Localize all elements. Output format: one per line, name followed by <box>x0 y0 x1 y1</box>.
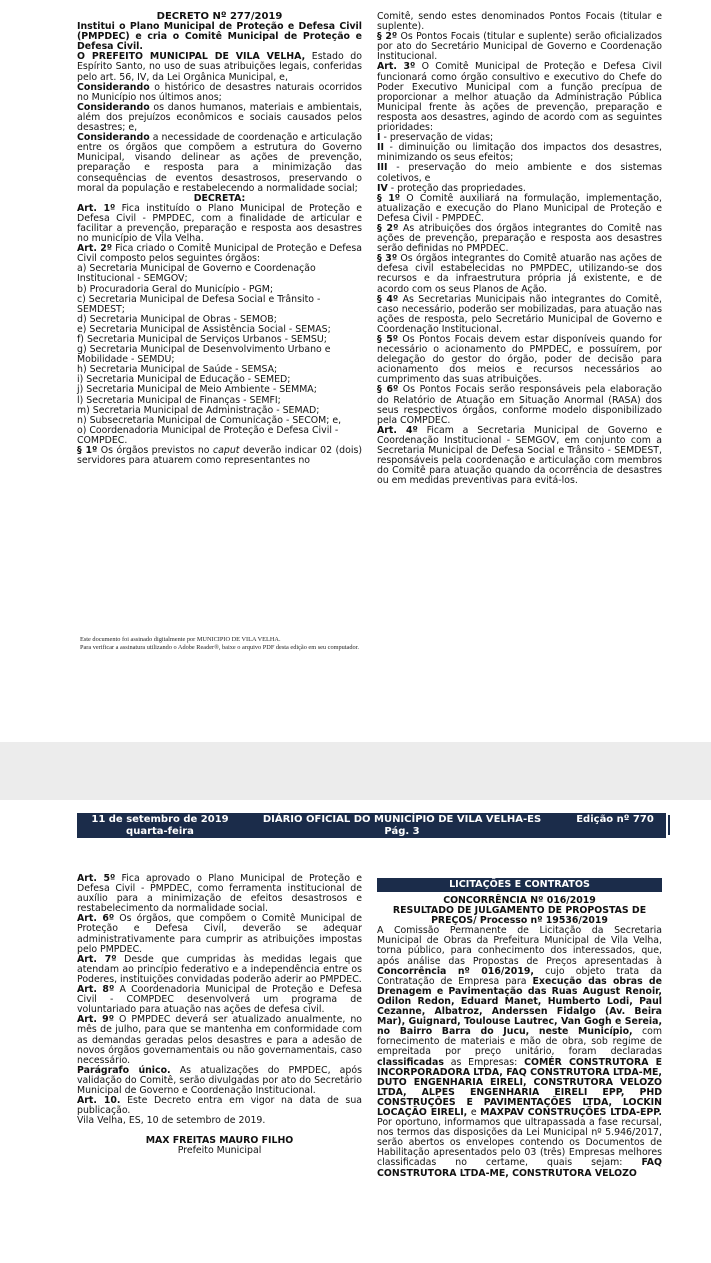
orgao-item: h) Secretaria Municipal de Saúde - SEMSA; <box>77 364 278 376</box>
orgao-item: o) Coordenadoria Municipal de Proteção e Defesa Civil - COMPDEC. <box>77 424 339 446</box>
decree-ementa: Institui o Plano Municipal de Proteção e Defesa Civil (PMPDEC) e cria o Comitê Municipal de Proteção e Defesa Civil. <box>77 21 362 53</box>
orgao-item: a) Secretaria Municipal de Governo e Coordenação Institucional - SEMGOV; <box>77 263 316 285</box>
decree-title: DECRETO Nº 277/2019 <box>156 11 283 22</box>
art3-paragraph-6: § 6º Os Pontos Focais serão responsáveis pela elaboração do Relatório de Atuação em Situação Anormal (RASA) dos seus respectivos órgãos, conforme modelo disponibilizado pela COMPDEC. <box>377 384 663 426</box>
orgao-item: j) Secretaria Municipal de Meio Ambiente - SEMMA; <box>77 384 317 396</box>
considerando-1: Considerando o histórico de desastres naturais ocorridos no Município nos últimos anos; <box>77 81 362 103</box>
orgaos-list <box>77 264 362 446</box>
orgao-item: b) Procuradoria Geral do Município - PGM; <box>77 283 274 295</box>
signer-name: MAX FREITAS MAURO FILHO <box>145 1135 294 1147</box>
decree-intro: O PREFEITO MUNICIPAL DE VILA VELHA, Estado do Espírito Santo, no uso de suas atribuições legais, conferidas pelo art. 56, IV, da Lei Orgânica Municipal, e, <box>77 51 362 83</box>
orgao-item: d) Secretaria Municipal de Obras - SEMOB; <box>77 313 277 325</box>
section-bar-licitacoes: LICITAÇÕES E CONTRATOS <box>377 878 662 892</box>
priority-2: II - diminuição ou limitação dos impactos dos desastres, minimizando os seus efeitos; <box>377 142 662 164</box>
header-date-block: 11 de setembro de 2019 quarta-feira <box>91 814 229 837</box>
orgao-item: i) Secretaria Municipal de Educação - SEMED; <box>77 374 291 386</box>
orgao-item: f) Secretaria Municipal de Serviços Urbanos - SEMSU; <box>77 334 327 345</box>
article-1: Art. 1º Fica instituído o Plano Municipal de Proteção e Defesa Civil - PMPDEC, com a finalidade de articular e facilitar a prevenção, preparação e resposta aos desastres no município de Vila Velha. <box>77 202 362 245</box>
signer-role: Prefeito Municipal <box>177 1145 262 1157</box>
paragraph-1: § 1º Os órgãos previstos no caput deverão indicar 02 (dois) servidores para atuarem como representantes no <box>77 445 362 467</box>
article-4: Art. 4º Ficam a Secretaria Municipal de Governo e Coordenação Institucional - SEMGOV, em conjunto com a Secretaria Municipal de Defesa Social e Trânsito - SEMDEST, responsáveis pela coordenação e articulação com membros do Comitê para atuação quando da ocorrência de desastres ou em medidas preventivas para evitá-los. <box>377 424 663 487</box>
sole-paragraph: Parágrafo único. As atualizações do PMPDEC, após validação do Comitê, serão divulgadas por ato do Secretário Municipal de Governo e Coordenação Institucional. <box>77 1064 362 1096</box>
art3-paragraph-1: § 1º O Comitê auxiliará na formulação, implementação, atualização e execução do Plano Municipal de Proteção e Defesa Civil - PMPDEC. <box>377 192 662 224</box>
art3-paragraph-5: § 5º Os Pontos Focais devem estar disponíveis quando for necessário o acionamento do PMPDEC, e possuírem, por delegação do gestor do órgão, poder de decisão para acionamento dos meios e recursos necessários ao cumprimento das suas atribuições. <box>377 334 662 386</box>
orgao-item: m) Secretaria Municipal de Administração - SEMAD; <box>77 404 320 416</box>
resultado-title: RESULTADO DE JULGAMENTO DE PROPOSTAS DE PREÇOS/ Processo nº 19536/2019 <box>392 905 647 927</box>
art3-paragraph-4: § 4º As Secretarias Municipais não integrantes do Comitê, caso necessário, poderão ser mobilizadas, para atuação nas ações de resposta, pelo Secretário Municipal de Governo e Coordenação Institucional. <box>377 293 662 335</box>
page1-left-column <box>77 12 362 466</box>
article-10: Art. 10. Este Decreto entra em vigor na data de sua publicação. <box>77 1095 363 1117</box>
page2-right-column <box>377 878 662 1179</box>
article-3: Art. 3º O Comitê Municipal de Proteção e Defesa Civil funcionará como órgão consultivo e executivo do Chefe do Poder Executivo Municipal com a função precípua de proporcionar a melhor atuação da Administração Pública Municipal frente às ações de prevenção, preparação e resposta aos desastres, agindo de acordo com as seguintes prioridades: <box>377 61 662 134</box>
art3-paragraph-2: § 2º As atribuições dos órgãos integrantes do Comitê nas ações de prevenção, preparação e resposta aos desastres serão definidas no PMPDEC. <box>377 222 662 255</box>
orgao-item: e) Secretaria Municipal de Assistência Social - SEMAS; <box>77 323 331 335</box>
considerando-3: Considerando a necessidade de coordenação e articulação entre os órgãos que compõem a estrutura do Governo Municipal, visando delinear as ações de prevenção, preparação e resposta para a minimização das consequências de eventos desastrosos, preservando o moral da população e restabelecendo a normalidade social; <box>77 132 362 194</box>
continuation-text: Comitê, sendo estes denominados Pontos Focais (titular e suplente). <box>377 11 662 33</box>
header-edge-mark <box>668 815 670 835</box>
orgao-item: l) Secretaria Municipal de Finanças - SEMFI; <box>77 394 281 406</box>
art3-paragraph-3: § 3º Os órgãos integrantes do Comitê atuarão nas ações de defesa civil estabelecidas no PMPDEC, utilizando-se dos recursos e da infraestrutura própria já existente, e de acordo com os seus Planos de Ação. <box>377 253 662 295</box>
page1-right-column <box>377 12 662 486</box>
priority-3: III - preservação do meio ambiente e dos sistemas coletivos, e <box>377 162 662 184</box>
licitacao-body: A Comissão Permanente de Licitação da Secretaria Municipal de Obras da Prefeitura Municipal de Vila Velha, torna público, para conhecimento dos interessados, que, após análise das Propostas de Preços apresentadas à Concorrência nº 016/2019, cujo objeto trata da Contratação de Empresa para Execução das obras de Drenagem e Pavimentação das Ruas August Renoir, Odilon Redon, Eduard Manet, Humberto Lodi, Paul Cezanne, Albatroz, Anderssen Fidalgo (Av. Beira Mar), Guignard, Toulouse Lautrec, Van Gogh e Sereia, no Bairro Barra do Jucu, neste Município, com fornecimento de materiais e mão de obra, sob regime de empreitada por preço unitário, foram declaradas classificadas as Empresas: COMÉR CONSTRUTORA E INCORPORADORA LTDA, FAQ CONSTRUTORA LTDA-ME, DUTO ENGENHARIA EIRELI, CONSTRUTORA VELOZO LTDA, ALPES ENGENHARIA EIRELI EPP, PHD CONSTRUÇÕES E PAVIMENTAÇÕES LTDA, LOCKIN LOCAÇÃO EIRELI, e MAXPAV CONSTRUÇÕES LTDA-EPP. Por oportuno, informamos que ultrapassada a fase recursal, nos termos das disposições da Lei Municipal nº 5.946/2017, serão abertos os envelopes contendo os Documentos de Habilitação apresentados pelo 03 (três) Empresas melhores classificadas no certame, quais sejam: FAQ CONSTRUTORA LTDA-ME, CONSTRUTORA VELOZO <box>377 925 663 1179</box>
place-and-date: Vila Velha, ES, 10 de setembro de 2019. <box>77 1115 266 1127</box>
article-7: Art. 7º Desde que cumpridas às medidas legais que atendam ao princípio federativo e a independência entre os Poderes, instituições convidadas poderão aderir ao PMPDEC. <box>77 953 362 985</box>
gazette-header-bar <box>77 813 666 838</box>
header-title-block: DIÁRIO OFICIAL DO MUNICÍPIO DE VILA VELHA-ES Pág. 3 <box>262 814 542 837</box>
page-separator <box>0 742 711 800</box>
paragraph-2: § 2º Os Pontos Focais (titular e suplente) serão oficializados por ato do Secretário Municipal de Governo e Coordenação Institucional. <box>377 31 662 63</box>
article-8: Art. 8º A Coordenadoria Municipal de Proteção e Defesa Civil - COMPDEC desenvolverá um programa de voluntariado para atuação nas ações de defesa civil. <box>77 984 362 1016</box>
decreta-heading: DECRETA: <box>193 192 246 204</box>
orgao-item: n) Subsecretaria Municipal de Comunicação - SECOM; e, <box>77 414 342 426</box>
digital-signature-note: Este documento foi assinado digitalmente por MUNICIPIO DE VILA VELHA. Para verificar a assinatura utilizando o Adobe Reader®, baixe o arquivo PDF desta edição em seu computador. <box>80 636 359 651</box>
orgao-item: c) Secretaria Municipal de Defesa Social e Trânsito - SEMDEST; <box>77 293 321 315</box>
article-2: Art. 2º Fica criado o Comitê Municipal de Proteção e Defesa Civil composto pelos seguintes órgãos: <box>77 243 362 265</box>
page2-left-column <box>77 874 362 1157</box>
orgao-item: g) Secretaria Municipal de Desenvolvimento Urbano e Mobilidade - SEMDU; <box>77 344 331 366</box>
priority-4: IV - proteção das propriedades. <box>377 182 526 194</box>
considerando-2: Considerando os danos humanos, materiais e ambientais, além dos prejuízos econômicos e sociais causados pelos desastres; e, <box>77 101 362 134</box>
article-5: Art. 5º Fica aprovado o Plano Municipal de Proteção e Defesa Civil - PMPDEC, como ferramenta institucional de auxílio para a minimização de efeitos desastrosos e restabelecimento da normalidade social. <box>77 873 362 915</box>
article-9: Art. 9º O PMPDEC deverá ser atualizado anualmente, no mês de julho, para que se mantenha em conformidade com as demandas geradas pelos desastres e para a adesão de novos órgãos governamentais ou não governamentais, caso necessário. <box>77 1014 362 1066</box>
concorrencia-title: CONCORRÊNCIA Nº 016/2019 <box>443 895 596 906</box>
header-edition: Edição nº 770 <box>576 814 654 825</box>
article-6: Art. 6º Os órgãos, que compõem o Comitê Municipal de Proteção e Defesa Civil, deverão se adequar administrativamente para cumprir as atribuições impostas pelo PMPDEC. <box>77 913 362 955</box>
priority-1: I - preservação de vidas; <box>377 132 494 144</box>
